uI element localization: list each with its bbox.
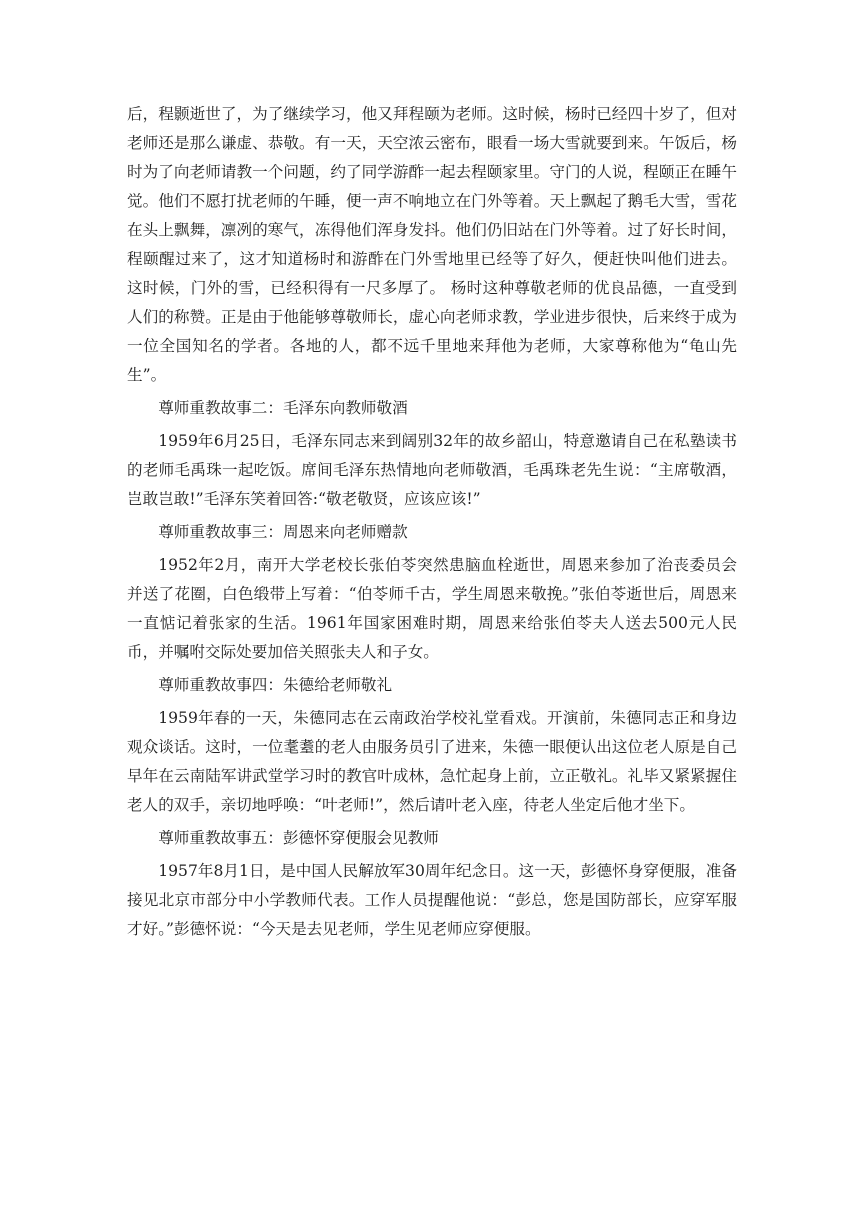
story-two-paragraph: 1959年6月25日，毛泽东同志来到阔别32年的故乡韶山，特意邀请自己在私塾读书的老师毛禹珠一起吃饭。席间毛泽东热情地向老师敬酒，毛禹珠老先生说：“主席敬酒，岂敢岂敢!”毛泽东笑着回答:“敬老敬贤，应该应该!” — [127, 432, 737, 508]
story-two-heading: 尊师重教故事二：毛泽东向教师敬酒 — [158, 399, 408, 417]
document-body — [127, 100, 737, 948]
story-three-paragraph: 1952年2月，南开大学老校长张伯苓突然患脑血栓逝世，周恩来参加了治丧委员会并送了花圈，白色缎带上写着：“伯苓师千古，学生周恩来敬挽。”张伯苓逝世后，周恩来一直惦记着张家的生活。1961年国家困难时期，周恩来给张伯苓夫人送去500元人民币，并嘱咐交际处要加倍关照张夫人和子女。 — [127, 556, 737, 661]
story-four-heading: 尊师重教故事四：朱德给老师敬礼 — [158, 676, 393, 694]
story-five-paragraph: 1957年8月1日，是中国人民解放军30周年纪念日。这一天，彭德怀身穿便服，准备接见北京市部分中小学教师代表。工作人员提醒他说：“彭总，您是国防部长，应穿军服才好。”彭德怀说：“今天是去见老师，学生见老师应穿便服。 — [127, 862, 737, 938]
story-one-continuation-paragraph: 后，程颢逝世了，为了继续学习，他又拜程颐为老师。这时候，杨时已经四十岁了，但对老师还是那么谦虚、恭敬。有一天，天空浓云密布，眼看一场大雪就要到来。午饭后，杨时为了向老师请教一个问题，约了同学游酢一起去程颐家里。守门的人说，程颐正在睡午觉。他们不愿打扰老师的午睡，便一声不响地立在门外等着。天上飘起了鹅毛大雪，雪花在头上飘舞，凛冽的寒气，冻得他们浑身发抖。他们仍旧站在门外等着。过了好长时间，程颐醒过来了，这才知道杨时和游酢在门外雪地里已经等了好久，便赶快叫他们进去。 这时候，门外的雪，已经积得有一尺多厚了。 杨时这种尊敬老师的优良品德，一直受到人们的称赞。正是由于他能够尊敬师长，虚心向老师求教，学业进步很快，后来终于成为一位全国知名的学者。各地的人，都不远千里地来拜他为老师，大家尊称他为“龟山先生”。 — [127, 105, 737, 384]
story-five-heading: 尊师重教故事五：彭德怀穿便服会见教师 — [158, 829, 439, 847]
story-four-paragraph: 1959年春的一天，朱德同志在云南政治学校礼堂看戏。开演前，朱德同志正和身边观众谈话。这时，一位耄耋的老人由服务员引了进来，朱德一眼便认出这位老人原是自己早年在云南陆军讲武堂学习时的教官叶成林，急忙起身上前，立正敬礼。礼毕又紧紧握住老人的双手，亲切地呼唤：“叶老师!”，然后请叶老入座，待老人坐定后他才坐下。 — [127, 709, 737, 814]
story-three-heading: 尊师重教故事三：周恩来向老师赠款 — [158, 523, 408, 541]
